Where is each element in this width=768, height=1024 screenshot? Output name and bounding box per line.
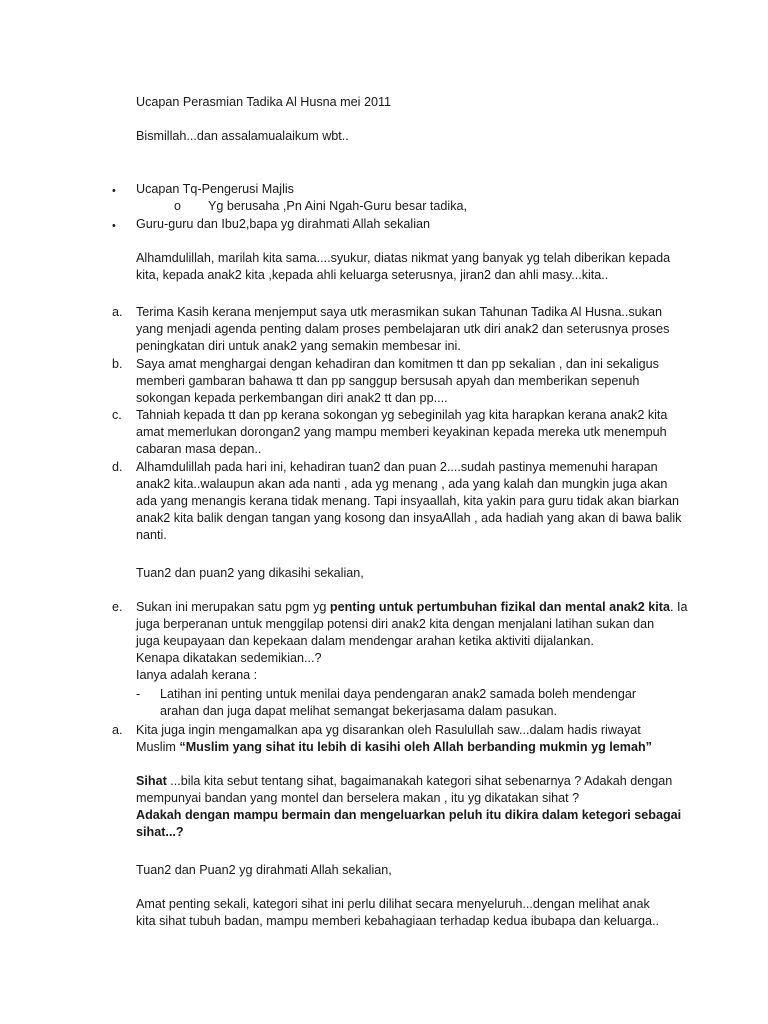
point-c-label: c. [112,408,122,422]
sihat-question: Adakah dengan mampu bermain dan mengeluarkan peluh itu dikira dalam ketegori sebagai sihat...? [136,808,682,839]
point-a2-label: a. [112,723,123,737]
point-e-line-1 [136,599,696,616]
sihat-lead: Sihat [136,774,167,788]
dash-marker: - [136,687,141,701]
point-a-label: a. [112,305,123,319]
bullet-marker: • [112,220,116,232]
hadith-quote: “Muslim yang sihat itu lebih di kasihi oleh Allah berbanding mukmin yg lemah” [179,740,652,754]
bullet-item-teachers-parents: Guru-guru dan Ibu2,bapa yg dirahmati Allah sekalian [136,217,431,231]
closing-paragraph: Amat penting sekali, kategori sihat ini perlu dilihat secara menyeluruh...dengan melihat anak kita sihat tubuh badan, mampu memberi kebahagiaan terhadap kedua ibubapa dan keluarga.. [136,897,660,928]
point-e-text: juga berperanan untuk menggilap potensi diri anak2 kita dengan menjalani latihan sukan dan juga keupayaan dan kepekaan dalam mendengar arahan ketika aktiviti dijalankan. Kenapa dikatakan sedemikian...? Ianya adalah kerana : [136,617,655,682]
speech-title: Ucapan Perasmian Tadika Al Husna mei 2011 [136,95,392,109]
point-e-emphasis: penting untuk pertumbuhan fizikal dan mental anak2 kita [329,600,671,614]
point-c-text: Tahniah kepada tt dan pp kerana sokongan yg sebeginilah yag kita harapkan kerana anak2 kita amat memerlukan dorongan2 yang mampu memberi keyakinan kepada mereka utk menempuh cabaran masa depan.. [136,408,668,456]
address-line-2: Tuan2 dan Puan2 yg dirahmati Allah sekalian, [136,863,392,877]
point-d-text: Alhamdulillah pada hari ini, kehadiran tuan2 dan puan 2....sudah pastinya memenuhi harapan anak2 kita..walaupun akan ada nanti , ada yg menang , ada yang kalah dan mungkin juga akan ada yang menangis kerana tidak menang. Tapi insyaallah, kita yakin para guru tidak akan biarkan anak2 kita balik dengan tangan yang kosong dan insyaAllah , ada hadiah yang akan di bawa balik nanti. [136,460,682,542]
point-a2-line-2-pre: Muslim [136,740,180,754]
sihat-text: ...bila kita sebut tentang sihat, bagaimanakah kategori sihat sebenarnya ? Adakah dengan mempunyai bandan yang montel dan berselera makan , itu yg dikatakan sihat ? [136,774,673,805]
point-a2-line-2 [136,739,696,756]
point-e-line-1-post: . Ia [670,600,688,614]
point-b-label: b. [112,357,123,371]
sub-bullet-marker: o [174,199,182,213]
point-b-text: Saya amat menghargai dengan kehadiran dan komitmen tt dan pp sekalian , dan ini sekaligus memberi gambaran bahawa tt dan pp sanggup bersusah apyah dan memberikan sepenuh sokongan kepada perkembangan diri anak2 tt dan pp.... [136,357,659,405]
address-line-1: Tuan2 dan puan2 yang dikasihi sekalian, [136,566,364,580]
sihat-paragraph [136,773,696,807]
point-a-text: Terima Kasih kerana menjemput saya utk merasmikan sukan Tahunan Tadika Al Husna..sukan yang menjadi agenda penting dalam proses pembelajaran utk diri anak2 dan seterusnya proses peningkatan diri untuk anak2 yang semakin membesar ini. [136,305,670,353]
point-e-line-1-pre: Sukan ini merupakan satu pgm yg [136,600,330,614]
opening-paragraph: Alhamdulillah, marilah kita sama....syukur, diatas nikmat yang banyak yg telah diberikan kepada kita, kepada anak2 kita ,kepada ahli keluarga seterusnya, jiran2 dan ahli masy...kita.. [136,251,671,282]
point-d-label: d. [112,460,123,474]
point-a2-line-1: Kita juga ingin mengamalkan apa yg disarankan oleh Rasulullah saw...dalam hadis riwayat [136,723,641,737]
sub-bullet-headmistress: Yg berusaha ,Pn Aini Ngah-Guru besar tadika, [208,199,468,213]
point-e-label: e. [112,600,123,614]
bullet-marker: • [112,185,116,197]
greeting-line: Bismillah...dan assalamualaikum wbt.. [136,129,349,143]
bullet-item-chairman: Ucapan Tq-Pengerusi Majlis [136,182,294,196]
dash-item-text: Latihan ini penting untuk menilai daya pendengaran anak2 samada boleh mendengar arahan dan juga dapat melihat semangat bekerjasama dalam pasukan. [160,687,637,718]
